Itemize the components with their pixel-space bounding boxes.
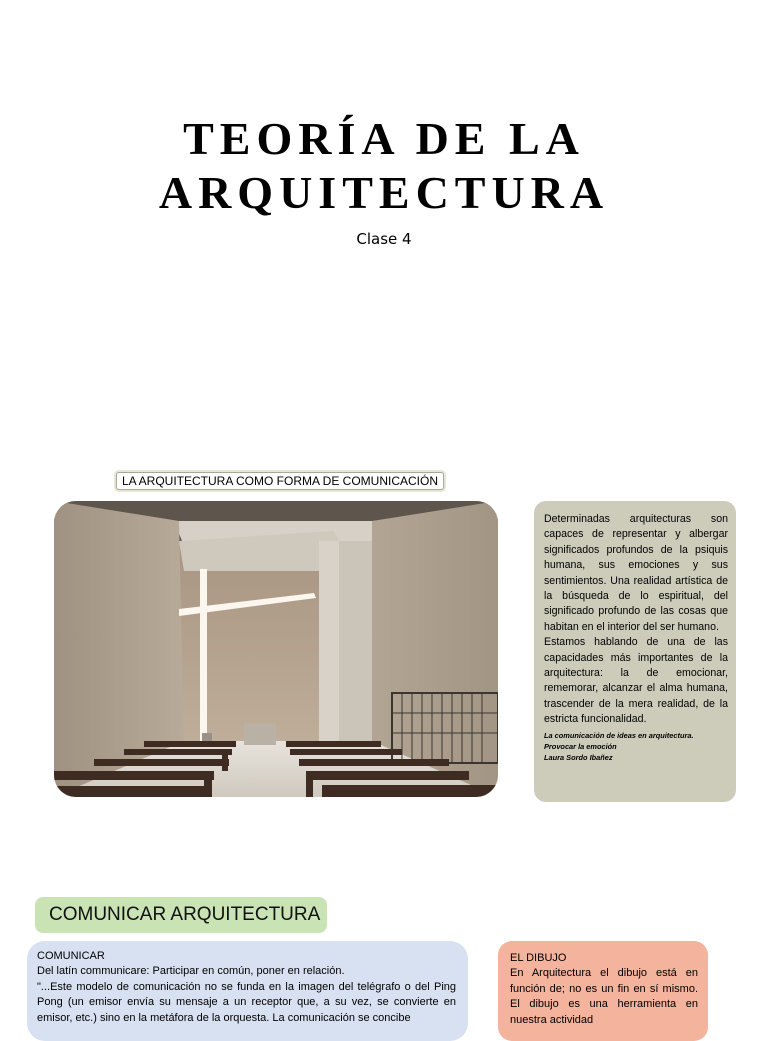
- document-title: [0, 112, 768, 220]
- chapel-photo: [54, 501, 498, 797]
- note-credit: [544, 730, 728, 763]
- section-label: LA ARQUITECTURA COMO FORMA DE COMUNICACIÓN: [116, 472, 444, 490]
- comunicar-box-title: COMUNICAR: [37, 950, 105, 962]
- title-line-1: TEORÍA DE LA: [183, 113, 585, 164]
- comunicar-line-2: "...Este modelo de comunicación no se funda en la imagen del telégrafo o del Ping Pong (un emisor envía su mensaje a un receptor que, a su vez, se convierte en emisor, etc.) sino en la metáfora de la orquesta. La comunicación se concibe: [37, 980, 456, 1024]
- comunicar-line-1: Del latín communicare: Participar en común, poner en relación.: [37, 965, 345, 978]
- credit-line-2: Provocar la emoción: [544, 741, 617, 751]
- dibujo-title: EL DIBUJO: [510, 952, 567, 964]
- chapel-interior-image: [54, 501, 498, 797]
- note-paragraph-1: Determinadas arquitecturas son capaces de representar y albergar significados profundos de la psiquis humana, sus emociones y sus sentimientos. Una realidad artística de la búsqueda de lo espiritual, del significado profundo de las cosas que habitan en el interior del ser humano.: [544, 513, 728, 633]
- dibujo-text: En Arquitectura el dibujo está en función de; no es un fin en sí mismo. El dibujo es una herramienta en nuestra actividad: [510, 967, 698, 1026]
- credit-line-1: La comunicación de ideas en arquitectura.: [544, 730, 694, 740]
- comunicar-heading: COMUNICAR ARQUITECTURA: [35, 897, 327, 933]
- dibujo-box: [498, 941, 708, 1041]
- architecture-note-box: [534, 501, 736, 802]
- document-subtitle: Clase 4: [356, 230, 412, 248]
- title-line-2: ARQUITECTURA: [158, 167, 610, 218]
- comunicar-box: [27, 941, 468, 1041]
- credit-line-3: Laura Sordo Ibañez: [544, 752, 613, 762]
- note-paragraph-2: Estamos hablando de una de las capacidades más importantes de la arquitectura: la de emocionar, rememorar, alcanzar el alma humana, trascender de la mera realidad, de la estricta funcionalidad.: [544, 636, 728, 726]
